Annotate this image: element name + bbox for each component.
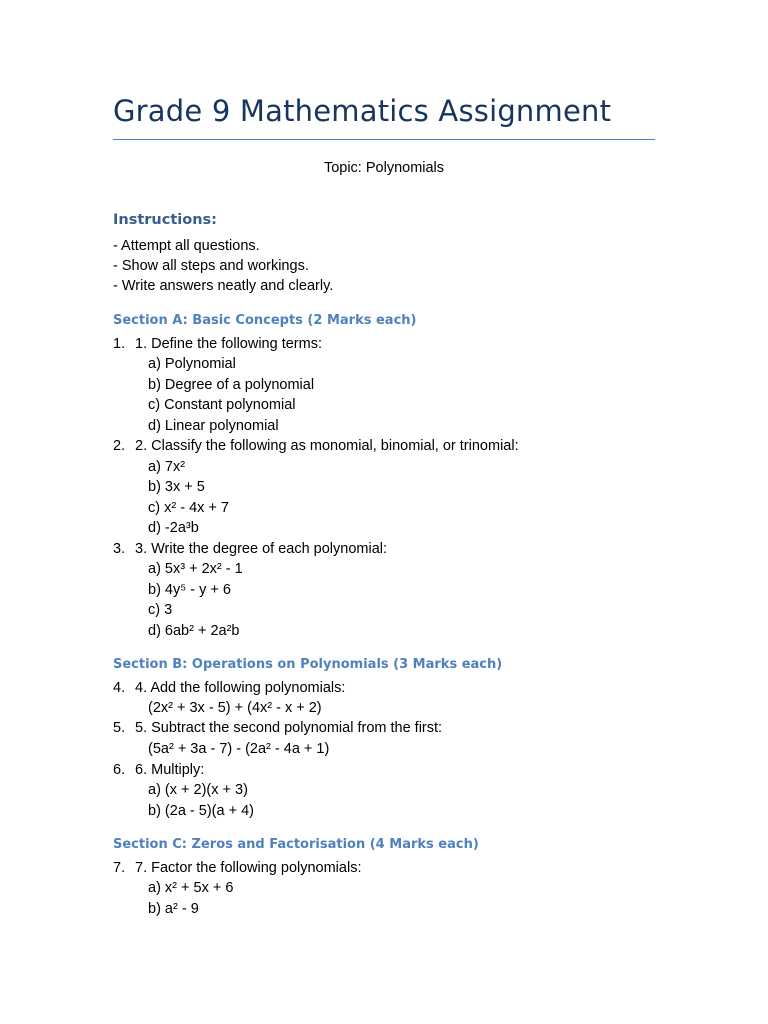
instruction-item: - Write answers neatly and clearly. [113, 278, 334, 294]
question-part: c) Constant polynomial [148, 397, 296, 413]
title-underline [113, 139, 655, 140]
question-number: 4. [113, 680, 126, 696]
question-text: 5. Subtract the second polynomial from the first: [135, 720, 443, 736]
instruction-item: - Show all steps and workings. [113, 258, 309, 274]
question-text: 3. Write the degree of each polynomial: [135, 541, 388, 557]
question-part: d) 6ab² + 2a²b [148, 623, 240, 639]
question-part: a) 5x³ + 2x² - 1 [148, 561, 243, 577]
section-c-heading: Section C: Zeros and Factorisation (4 Marks each) [113, 837, 479, 852]
question-part: b) a² - 9 [148, 901, 199, 917]
document-title: Grade 9 Mathematics Assignment [113, 94, 612, 128]
section-b-heading: Section B: Operations on Polynomials (3 Marks each) [113, 657, 503, 672]
instruction-item: - Attempt all questions. [113, 238, 260, 254]
topic-subtitle: Topic: Polynomials [323, 160, 445, 176]
question-part: a) x² + 5x + 6 [148, 880, 234, 896]
question-text: 6. Multiply: [135, 762, 205, 778]
question-part: b) Degree of a polynomial [148, 377, 315, 393]
question-part: c) x² - 4x + 7 [148, 500, 229, 516]
question-part: b) (2a - 5)(a + 4) [148, 803, 254, 819]
section-a-heading: Section A: Basic Concepts (2 Marks each) [113, 313, 417, 328]
question-part: a) Polynomial [148, 356, 236, 372]
question-number: 3. [113, 541, 126, 557]
question-part: a) 7x² [148, 459, 186, 475]
question-text: 4. Add the following polynomials: [135, 680, 346, 696]
instructions-heading: Instructions: [113, 212, 217, 228]
question-number: 5. [113, 720, 126, 736]
question-part: d) Linear polynomial [148, 418, 279, 434]
question-part: c) 3 [148, 602, 173, 618]
question-part: (5a² + 3a - 7) - (2a² - 4a + 1) [148, 741, 330, 757]
question-text: 1. Define the following terms: [135, 336, 322, 352]
question-text: 2. Classify the following as monomial, binomial, or trinomial: [135, 438, 519, 454]
question-part: a) (x + 2)(x + 3) [148, 782, 248, 798]
question-part: (2x² + 3x - 5) + (4x² - x + 2) [148, 700, 322, 716]
question-number: 2. [113, 438, 126, 454]
question-number: 6. [113, 762, 126, 778]
question-text: 7. Factor the following polynomials: [135, 860, 362, 876]
question-number: 7. [113, 860, 126, 876]
question-part: b) 4y⁵ - y + 6 [148, 582, 231, 598]
question-part: d) -2a³b [148, 520, 199, 536]
question-part: b) 3x + 5 [148, 479, 205, 495]
question-number: 1. [113, 336, 126, 352]
